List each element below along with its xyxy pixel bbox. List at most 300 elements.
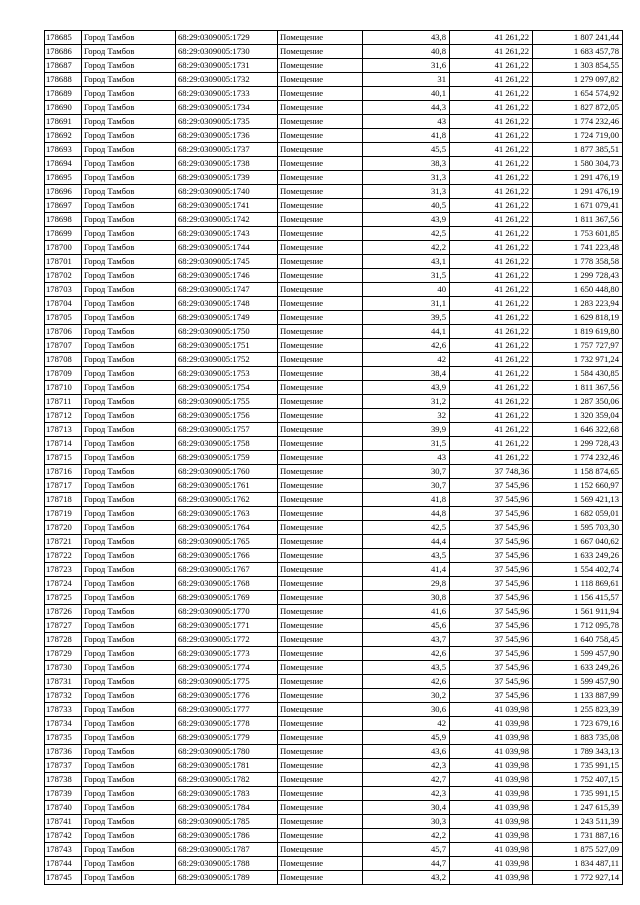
area-cell: 31,3 [363, 171, 450, 185]
record-number-cell: 178696 [45, 185, 82, 199]
object-type-cell: Помещение [278, 521, 363, 535]
area-cell: 42,7 [363, 773, 450, 787]
city-cell: Город Тамбов [82, 297, 176, 311]
record-number-cell: 178728 [45, 633, 82, 647]
unit-price-cell: 41 039,98 [450, 787, 533, 801]
city-cell: Город Тамбов [82, 45, 176, 59]
unit-price-cell: 41 261,22 [450, 185, 533, 199]
cadastral-number-cell: 68:29:0309005:1760 [176, 465, 278, 479]
table-row [45, 325, 623, 339]
record-number-cell: 178685 [45, 31, 82, 45]
cadastral-value-cell: 1 819 619,80 [533, 325, 623, 339]
cadastral-value-cell: 1 654 574,92 [533, 87, 623, 101]
area-cell: 43 [363, 451, 450, 465]
object-type-cell: Помещение [278, 101, 363, 115]
city-cell: Город Тамбов [82, 73, 176, 87]
city-cell: Город Тамбов [82, 605, 176, 619]
cadastral-number-cell: 68:29:0309005:1752 [176, 353, 278, 367]
record-number-cell: 178692 [45, 129, 82, 143]
record-number-cell: 178688 [45, 73, 82, 87]
object-type-cell: Помещение [278, 129, 363, 143]
cadastral-value-cell: 1 757 727,97 [533, 339, 623, 353]
object-type-cell: Помещение [278, 801, 363, 815]
city-cell: Город Тамбов [82, 171, 176, 185]
cadastral-number-cell: 68:29:0309005:1780 [176, 745, 278, 759]
cadastral-number-cell: 68:29:0309005:1771 [176, 619, 278, 633]
record-number-cell: 178717 [45, 479, 82, 493]
table-row [45, 577, 623, 591]
object-type-cell: Помещение [278, 591, 363, 605]
cadastral-value-cell: 1 735 991,15 [533, 787, 623, 801]
table-row [45, 227, 623, 241]
table-row [45, 101, 623, 115]
table-row [45, 479, 623, 493]
unit-price-cell: 41 261,22 [450, 409, 533, 423]
cadastral-value-cell: 1 650 448,80 [533, 283, 623, 297]
cadastral-value-cell: 1 774 232,46 [533, 115, 623, 129]
city-cell: Город Тамбов [82, 703, 176, 717]
unit-price-cell: 41 261,22 [450, 129, 533, 143]
city-cell: Город Тамбов [82, 269, 176, 283]
cadastral-number-cell: 68:29:0309005:1769 [176, 591, 278, 605]
record-number-cell: 178716 [45, 465, 82, 479]
cadastral-value-cell: 1 640 758,45 [533, 633, 623, 647]
record-number-cell: 178723 [45, 563, 82, 577]
area-cell: 45,7 [363, 843, 450, 857]
cadastral-value-cell: 1 158 874,65 [533, 465, 623, 479]
record-number-cell: 178708 [45, 353, 82, 367]
object-type-cell: Помещение [278, 479, 363, 493]
object-type-cell: Помещение [278, 409, 363, 423]
cadastral-number-cell: 68:29:0309005:1741 [176, 199, 278, 213]
cadastral-value-cell: 1 883 735,08 [533, 731, 623, 745]
unit-price-cell: 41 261,22 [450, 311, 533, 325]
unit-price-cell: 41 039,98 [450, 745, 533, 759]
cadastral-number-cell: 68:29:0309005:1763 [176, 507, 278, 521]
record-number-cell: 178742 [45, 829, 82, 843]
city-cell: Город Тамбов [82, 325, 176, 339]
table-row [45, 759, 623, 773]
unit-price-cell: 41 039,98 [450, 703, 533, 717]
table-row [45, 493, 623, 507]
unit-price-cell: 37 545,96 [450, 563, 533, 577]
area-cell: 44,4 [363, 535, 450, 549]
object-type-cell: Помещение [278, 311, 363, 325]
city-cell: Город Тамбов [82, 815, 176, 829]
table-row [45, 423, 623, 437]
cadastral-number-cell: 68:29:0309005:1781 [176, 759, 278, 773]
area-cell: 43,5 [363, 549, 450, 563]
unit-price-cell: 41 039,98 [450, 857, 533, 871]
cadastral-number-cell: 68:29:0309005:1786 [176, 829, 278, 843]
area-cell: 43,2 [363, 871, 450, 885]
unit-price-cell: 41 039,98 [450, 815, 533, 829]
unit-price-cell: 41 261,22 [450, 297, 533, 311]
cadastral-value-cell: 1 554 402,74 [533, 563, 623, 577]
cadastral-number-cell: 68:29:0309005:1756 [176, 409, 278, 423]
cadastral-value-cell: 1 291 476,19 [533, 171, 623, 185]
unit-price-cell: 37 545,96 [450, 633, 533, 647]
table-row [45, 451, 623, 465]
area-cell: 41,4 [363, 563, 450, 577]
object-type-cell: Помещение [278, 619, 363, 633]
unit-price-cell: 37 545,96 [450, 605, 533, 619]
city-cell: Город Тамбов [82, 549, 176, 563]
city-cell: Город Тамбов [82, 521, 176, 535]
object-type-cell: Помещение [278, 661, 363, 675]
unit-price-cell: 41 261,22 [450, 325, 533, 339]
cadastral-number-cell: 68:29:0309005:1742 [176, 213, 278, 227]
object-type-cell: Помещение [278, 143, 363, 157]
city-cell: Город Тамбов [82, 451, 176, 465]
table-row [45, 563, 623, 577]
cadastral-value-cell: 1 629 818,19 [533, 311, 623, 325]
city-cell: Город Тамбов [82, 787, 176, 801]
unit-price-cell: 41 261,22 [450, 101, 533, 115]
cadastral-value-cell: 1 807 241,44 [533, 31, 623, 45]
table-row [45, 689, 623, 703]
unit-price-cell: 41 261,22 [450, 59, 533, 73]
cadastral-number-cell: 68:29:0309005:1755 [176, 395, 278, 409]
unit-price-cell: 41 261,22 [450, 339, 533, 353]
cadastral-value-cell: 1 287 350,06 [533, 395, 623, 409]
record-number-cell: 178722 [45, 549, 82, 563]
cadastral-number-cell: 68:29:0309005:1753 [176, 367, 278, 381]
cadastral-number-cell: 68:29:0309005:1772 [176, 633, 278, 647]
area-cell: 38,4 [363, 367, 450, 381]
city-cell: Город Тамбов [82, 339, 176, 353]
table-row [45, 871, 623, 885]
city-cell: Город Тамбов [82, 381, 176, 395]
unit-price-cell: 41 261,22 [450, 31, 533, 45]
area-cell: 31 [363, 73, 450, 87]
area-cell: 30,2 [363, 689, 450, 703]
cadastral-value-cell: 1 772 927,14 [533, 871, 623, 885]
cadastral-value-cell: 1 580 304,73 [533, 157, 623, 171]
cadastral-value-cell: 1 633 249,26 [533, 549, 623, 563]
area-cell: 31,5 [363, 269, 450, 283]
record-number-cell: 178695 [45, 171, 82, 185]
cadastral-number-cell: 68:29:0309005:1770 [176, 605, 278, 619]
unit-price-cell: 41 039,98 [450, 829, 533, 843]
city-cell: Город Тамбов [82, 465, 176, 479]
cadastral-number-cell: 68:29:0309005:1749 [176, 311, 278, 325]
cadastral-number-cell: 68:29:0309005:1747 [176, 283, 278, 297]
object-type-cell: Помещение [278, 535, 363, 549]
city-cell: Город Тамбов [82, 157, 176, 171]
cadastral-number-cell: 68:29:0309005:1767 [176, 563, 278, 577]
city-cell: Город Тамбов [82, 759, 176, 773]
record-number-cell: 178719 [45, 507, 82, 521]
area-cell: 42 [363, 717, 450, 731]
unit-price-cell: 37 545,96 [450, 493, 533, 507]
cadastral-value-cell: 1 320 359,04 [533, 409, 623, 423]
area-cell: 30,7 [363, 465, 450, 479]
unit-price-cell: 41 261,22 [450, 115, 533, 129]
cadastral-number-cell: 68:29:0309005:1782 [176, 773, 278, 787]
cadastral-number-cell: 68:29:0309005:1776 [176, 689, 278, 703]
cadastral-value-cell: 1 291 476,19 [533, 185, 623, 199]
object-type-cell: Помещение [278, 367, 363, 381]
city-cell: Город Тамбов [82, 409, 176, 423]
object-type-cell: Помещение [278, 731, 363, 745]
cadastral-number-cell: 68:29:0309005:1754 [176, 381, 278, 395]
cadastral-value-cell: 1 724 719,00 [533, 129, 623, 143]
object-type-cell: Помещение [278, 45, 363, 59]
city-cell: Город Тамбов [82, 661, 176, 675]
area-cell: 42,6 [363, 647, 450, 661]
city-cell: Город Тамбов [82, 395, 176, 409]
cadastral-number-cell: 68:29:0309005:1778 [176, 717, 278, 731]
area-cell: 43,1 [363, 255, 450, 269]
cadastral-value-cell: 1 561 911,94 [533, 605, 623, 619]
cadastral-value-cell: 1 735 991,15 [533, 759, 623, 773]
cadastral-value-cell: 1 778 358,58 [533, 255, 623, 269]
city-cell: Город Тамбов [82, 101, 176, 115]
unit-price-cell: 41 261,22 [450, 143, 533, 157]
table-row [45, 269, 623, 283]
cadastral-number-cell: 68:29:0309005:1746 [176, 269, 278, 283]
city-cell: Город Тамбов [82, 829, 176, 843]
table-row [45, 31, 623, 45]
cadastral-value-cell: 1 584 430,85 [533, 367, 623, 381]
cadastral-value-cell: 1 712 095,78 [533, 619, 623, 633]
cadastral-number-cell: 68:29:0309005:1779 [176, 731, 278, 745]
record-number-cell: 178710 [45, 381, 82, 395]
city-cell: Город Тамбов [82, 801, 176, 815]
area-cell: 43,9 [363, 213, 450, 227]
record-number-cell: 178703 [45, 283, 82, 297]
city-cell: Город Тамбов [82, 437, 176, 451]
record-number-cell: 178740 [45, 801, 82, 815]
unit-price-cell: 41 261,22 [450, 45, 533, 59]
unit-price-cell: 41 261,22 [450, 213, 533, 227]
area-cell: 30,8 [363, 591, 450, 605]
object-type-cell: Помещение [278, 745, 363, 759]
city-cell: Город Тамбов [82, 255, 176, 269]
record-number-cell: 178735 [45, 731, 82, 745]
object-type-cell: Помещение [278, 227, 363, 241]
cadastral-value-cell: 1 753 601,85 [533, 227, 623, 241]
cadastral-number-cell: 68:29:0309005:1745 [176, 255, 278, 269]
table-row [45, 73, 623, 87]
cadastral-number-cell: 68:29:0309005:1784 [176, 801, 278, 815]
table-row [45, 703, 623, 717]
object-type-cell: Помещение [278, 759, 363, 773]
record-number-cell: 178697 [45, 199, 82, 213]
object-type-cell: Помещение [278, 339, 363, 353]
cadastral-value-cell: 1 255 823,39 [533, 703, 623, 717]
area-cell: 31,3 [363, 185, 450, 199]
cadastral-number-cell: 68:29:0309005:1743 [176, 227, 278, 241]
area-cell: 44,7 [363, 857, 450, 871]
city-cell: Город Тамбов [82, 689, 176, 703]
cadastral-value-cell: 1 279 097,82 [533, 73, 623, 87]
table-row [45, 745, 623, 759]
area-cell: 43,6 [363, 745, 450, 759]
cadastral-value-cell: 1 118 869,61 [533, 577, 623, 591]
city-cell: Город Тамбов [82, 423, 176, 437]
record-number-cell: 178694 [45, 157, 82, 171]
city-cell: Город Тамбов [82, 745, 176, 759]
object-type-cell: Помещение [278, 465, 363, 479]
unit-price-cell: 37 545,96 [450, 689, 533, 703]
object-type-cell: Помещение [278, 73, 363, 87]
table-row [45, 59, 623, 73]
cadastral-value-cell: 1 741 223,48 [533, 241, 623, 255]
cadastral-value-cell: 1 243 511,39 [533, 815, 623, 829]
table-row [45, 815, 623, 829]
cadastral-value-cell: 1 789 343,13 [533, 745, 623, 759]
object-type-cell: Помещение [278, 437, 363, 451]
table-row [45, 367, 623, 381]
record-number-cell: 178699 [45, 227, 82, 241]
cadastral-value-cell: 1 877 385,51 [533, 143, 623, 157]
object-type-cell: Помещение [278, 689, 363, 703]
object-type-cell: Помещение [278, 829, 363, 843]
area-cell: 42,5 [363, 227, 450, 241]
record-number-cell: 178711 [45, 395, 82, 409]
area-cell: 42,2 [363, 241, 450, 255]
table-row [45, 675, 623, 689]
cadastral-number-cell: 68:29:0309005:1785 [176, 815, 278, 829]
table-row [45, 87, 623, 101]
area-cell: 31,2 [363, 395, 450, 409]
table-row [45, 633, 623, 647]
object-type-cell: Помещение [278, 605, 363, 619]
record-number-cell: 178739 [45, 787, 82, 801]
record-number-cell: 178725 [45, 591, 82, 605]
city-cell: Город Тамбов [82, 507, 176, 521]
city-cell: Город Тамбов [82, 129, 176, 143]
record-number-cell: 178741 [45, 815, 82, 829]
area-cell: 44,1 [363, 325, 450, 339]
object-type-cell: Помещение [278, 507, 363, 521]
table-row [45, 647, 623, 661]
table-row [45, 465, 623, 479]
unit-price-cell: 37 545,96 [450, 647, 533, 661]
cadastral-value-cell: 1 599 457,90 [533, 675, 623, 689]
cadastral-value-cell: 1 834 487,11 [533, 857, 623, 871]
cadastral-number-cell: 68:29:0309005:1788 [176, 857, 278, 871]
cadastral-number-cell: 68:29:0309005:1751 [176, 339, 278, 353]
table-row [45, 857, 623, 871]
unit-price-cell: 37 545,96 [450, 675, 533, 689]
table-row [45, 283, 623, 297]
area-cell: 40 [363, 283, 450, 297]
unit-price-cell: 41 261,22 [450, 241, 533, 255]
table-row [45, 661, 623, 675]
table-row [45, 185, 623, 199]
cadastral-number-cell: 68:29:0309005:1750 [176, 325, 278, 339]
unit-price-cell: 41 261,22 [450, 87, 533, 101]
cadastral-value-cell: 1 671 079,41 [533, 199, 623, 213]
unit-price-cell: 41 261,22 [450, 381, 533, 395]
record-number-cell: 178686 [45, 45, 82, 59]
object-type-cell: Помещение [278, 857, 363, 871]
table-row [45, 843, 623, 857]
cadastral-number-cell: 68:29:0309005:1732 [176, 73, 278, 87]
record-number-cell: 178721 [45, 535, 82, 549]
cadastral-number-cell: 68:29:0309005:1734 [176, 101, 278, 115]
city-cell: Город Тамбов [82, 143, 176, 157]
city-cell: Город Тамбов [82, 857, 176, 871]
area-cell: 38,3 [363, 157, 450, 171]
record-number-cell: 178731 [45, 675, 82, 689]
cadastral-value-cell: 1 569 421,13 [533, 493, 623, 507]
unit-price-cell: 41 261,22 [450, 73, 533, 87]
cadastral-number-cell: 68:29:0309005:1768 [176, 577, 278, 591]
cadastral-value-cell: 1 283 223,94 [533, 297, 623, 311]
unit-price-cell: 41 261,22 [450, 269, 533, 283]
object-type-cell: Помещение [278, 283, 363, 297]
record-number-cell: 178709 [45, 367, 82, 381]
cadastral-number-cell: 68:29:0309005:1748 [176, 297, 278, 311]
object-type-cell: Помещение [278, 381, 363, 395]
object-type-cell: Помещение [278, 493, 363, 507]
area-cell: 41,6 [363, 605, 450, 619]
cadastral-number-cell: 68:29:0309005:1736 [176, 129, 278, 143]
object-type-cell: Помещение [278, 787, 363, 801]
area-cell: 45,6 [363, 619, 450, 633]
record-number-cell: 178714 [45, 437, 82, 451]
table-row [45, 381, 623, 395]
object-type-cell: Помещение [278, 773, 363, 787]
city-cell: Город Тамбов [82, 367, 176, 381]
area-cell: 42,2 [363, 829, 450, 843]
area-cell: 43 [363, 115, 450, 129]
unit-price-cell: 41 039,98 [450, 717, 533, 731]
record-number-cell: 178702 [45, 269, 82, 283]
area-cell: 40,1 [363, 87, 450, 101]
table-row [45, 353, 623, 367]
object-type-cell: Помещение [278, 563, 363, 577]
object-type-cell: Помещение [278, 213, 363, 227]
cadastral-number-cell: 68:29:0309005:1783 [176, 787, 278, 801]
city-cell: Город Тамбов [82, 843, 176, 857]
unit-price-cell: 41 261,22 [450, 423, 533, 437]
city-cell: Город Тамбов [82, 199, 176, 213]
table-row [45, 143, 623, 157]
object-type-cell: Помещение [278, 241, 363, 255]
cadastral-number-cell: 68:29:0309005:1765 [176, 535, 278, 549]
area-cell: 39,5 [363, 311, 450, 325]
table-row [45, 339, 623, 353]
area-cell: 44,3 [363, 101, 450, 115]
area-cell: 40,5 [363, 199, 450, 213]
cadastral-number-cell: 68:29:0309005:1773 [176, 647, 278, 661]
unit-price-cell: 41 261,22 [450, 227, 533, 241]
unit-price-cell: 37 748,36 [450, 465, 533, 479]
unit-price-cell: 41 261,22 [450, 199, 533, 213]
cadastral-number-cell: 68:29:0309005:1762 [176, 493, 278, 507]
record-number-cell: 178726 [45, 605, 82, 619]
record-number-cell: 178704 [45, 297, 82, 311]
object-type-cell: Помещение [278, 157, 363, 171]
city-cell: Город Тамбов [82, 535, 176, 549]
table-row [45, 731, 623, 745]
cadastral-number-cell: 68:29:0309005:1740 [176, 185, 278, 199]
record-number-cell: 178729 [45, 647, 82, 661]
city-cell: Город Тамбов [82, 59, 176, 73]
cadastral-number-cell: 68:29:0309005:1761 [176, 479, 278, 493]
table-row [45, 297, 623, 311]
cadastral-value-cell: 1 299 728,43 [533, 269, 623, 283]
record-number-cell: 178707 [45, 339, 82, 353]
record-number-cell: 178687 [45, 59, 82, 73]
object-type-cell: Помещение [278, 87, 363, 101]
area-cell: 42,6 [363, 339, 450, 353]
